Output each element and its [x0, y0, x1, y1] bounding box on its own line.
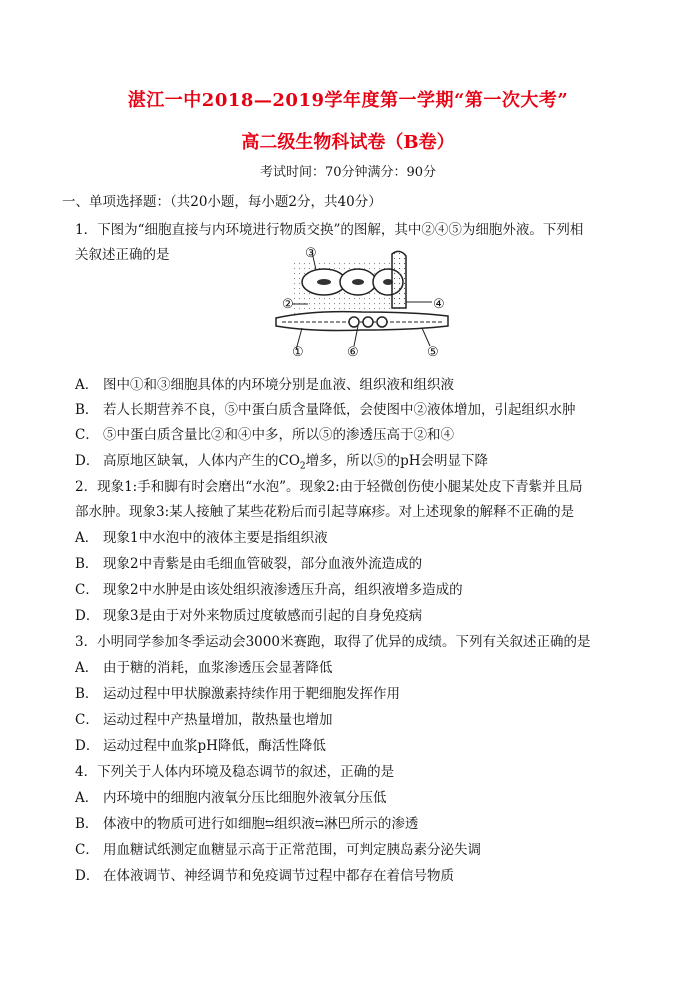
q3-option-a: A． 由于糖的消耗，血浆渗透压会显著降低: [75, 660, 333, 676]
q4-option-d: D． 在体液调节、神经调节和免疫调节过程中都存在着信号物质: [75, 868, 454, 884]
q1-option-c: C． ⑤中蛋白质含量比②和④中多，所以⑤的渗透压高于②和④: [75, 427, 454, 443]
q1-option-b: B． 若人长期营养不良，⑤中蛋白质含量降低，会使图中②液体增加，引起组织水肿: [75, 402, 576, 418]
exchange-arrow-icon: ⇆: [265, 817, 275, 830]
exchange-arrow-icon: ⇆: [314, 817, 324, 830]
diagram-label-6: ⑥: [347, 345, 359, 360]
q4-option-a: A． 内环境中的细胞内液氧分压比细胞外液氧分压低: [75, 790, 387, 806]
q4-option-c: C． 用血糖试纸测定血糖显示高于正常范围，可判定胰岛素分泌失调: [75, 842, 481, 858]
exam-subtitle: 高二级生物科试卷（B卷）: [241, 132, 455, 153]
question-2-stem-line2: 部水肿。现象3:某人接触了某些花粉后而引起荨麻疹。对上述现象的解释不正确的是: [75, 504, 575, 520]
q2-option-d: D． 现象3是由于对外来物质过度敏感而引起的自身免疫病: [75, 608, 423, 624]
question-2-stem-line1: 2．现象1:手和脚有时会磨出“水泡”。现象2:由于轻微创伤使小腿某处皮下青紫并且局: [75, 479, 583, 495]
exam-info: 考试时间：70分钟满分：90分: [259, 165, 437, 180]
question-4-stem: 4．下列关于人体内环境及稳态调节的叙述，正确的是: [75, 764, 395, 780]
diagram-label-2: ②: [282, 297, 294, 312]
exam-title: 湛江一中2018—2019学年度第一学期“第一次大考”: [127, 90, 569, 111]
q1-option-a: A． 图中①和③细胞具体的内环境分别是血液、组织液和组织液: [75, 377, 454, 393]
q1-option-d: D． 高原地区缺氧，人体内产生的$CO_2$增多，所以⑤的pH会明显下降: [75, 453, 489, 472]
q3-option-b: B． 运动过程中甲状腺激素持续作用于靶细胞发挥作用: [75, 686, 400, 702]
tissue-exchange-diagram: [272, 246, 452, 358]
q3-option-d: D． 运动过程中血浆pH降低，酶活性降低: [75, 738, 326, 754]
q2-option-b: B． 现象2中青紫是由毛细血管破裂，部分血液外流造成的: [75, 556, 423, 572]
question-1-stem-line2: 关叙述正确的是: [75, 247, 170, 263]
diagram-label-4: ④: [433, 297, 445, 312]
question-3-stem: 3．小明同学参加冬季运动会3000米赛跑，取得了优异的成绩。下列有关叙述正确的是: [75, 634, 591, 650]
diagram-label-5: ⑤: [427, 345, 439, 360]
q2-option-a: A． 现象1中水泡中的液体主要是指组织液: [75, 530, 328, 546]
section-heading: 一、单项选择题：（共20小题，每小题2分，共40分）: [62, 194, 382, 210]
diagram-label-1: ①: [292, 345, 304, 360]
q4-option-b: B． 体液中的物质可进行如细胞⇆组织液⇆淋巴所示的渗透: [75, 816, 419, 832]
q3-option-c: C． 运动过程中产热量增加，散热量也增加: [75, 712, 333, 728]
question-1-stem-line1: 1．下图为“细胞直接与内环境进行物质交换”的图解，其中②④⑤为细胞外液。下列相: [75, 222, 584, 238]
q2-option-c: C． 现象2中水肿是由该处组织液渗透压升高，组织液增多造成的: [75, 582, 463, 598]
diagram-label-3: ③: [305, 246, 317, 261]
